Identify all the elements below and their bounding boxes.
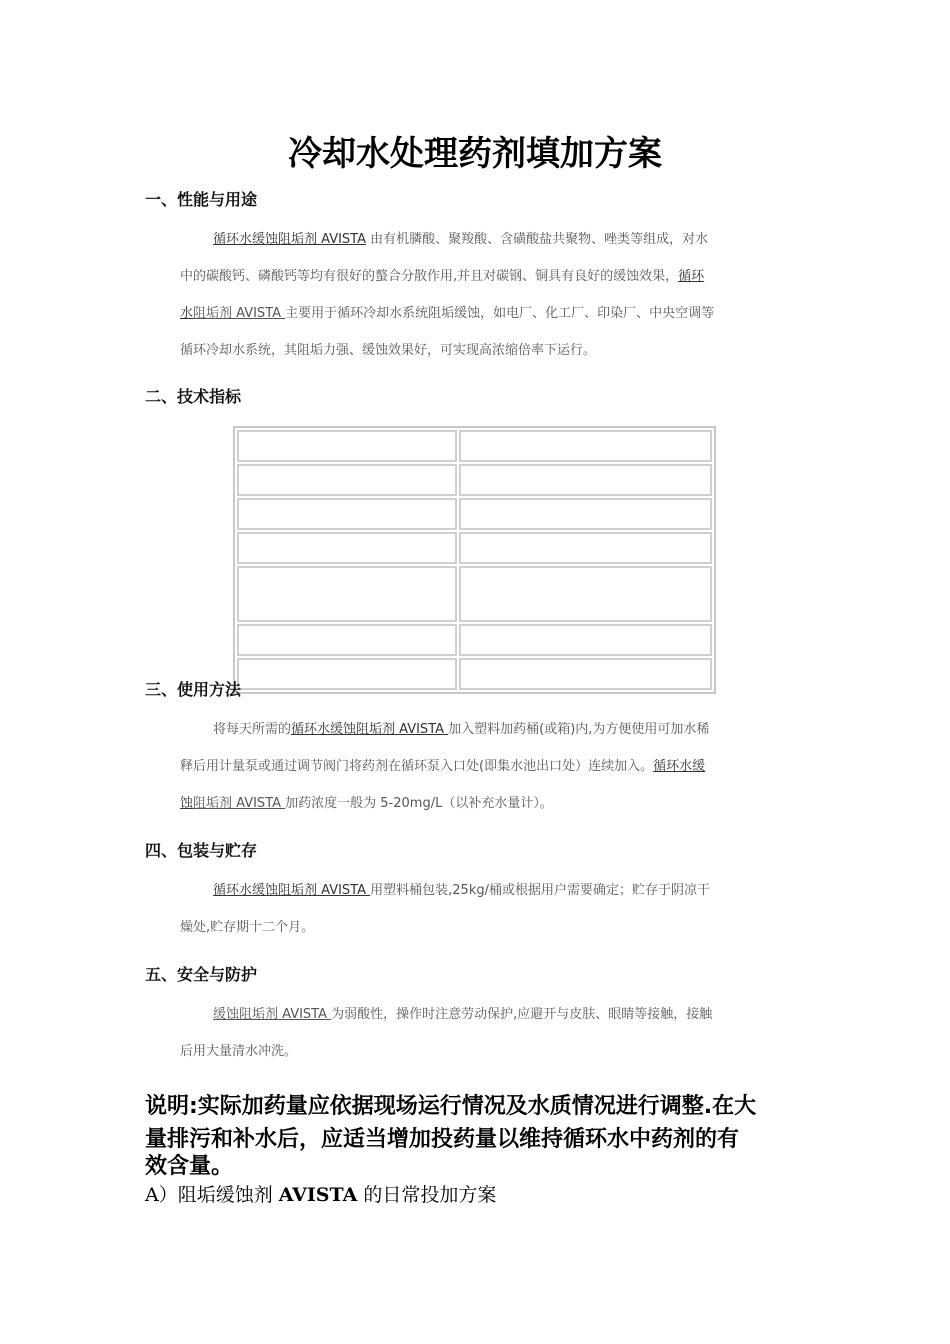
- product-link[interactable]: 水: [180, 306, 194, 321]
- section-heading-storage: 四、包装与贮存: [145, 841, 258, 860]
- table-cell: [459, 464, 712, 496]
- section-heading-usage: 一、性能与用途: [145, 190, 258, 209]
- paragraph-text: 加入塑料加药桶(或箱)内,为方便使用可加水稀: [448, 722, 710, 737]
- paragraph-text: 加药浓度一般为 5-20mg/L（以补充水量计）。: [285, 796, 553, 811]
- paragraph-text: 将每天所需的: [213, 722, 292, 737]
- table-cell: [237, 498, 457, 530]
- table-header-row: [237, 430, 712, 462]
- table-row: [237, 658, 712, 690]
- product-link[interactable]: 蚀: [180, 796, 194, 811]
- table-header-cell: [459, 430, 712, 462]
- subheading-product: AVISTA: [278, 1184, 358, 1206]
- section-usage-paragraph: [180, 221, 770, 369]
- table-cell: [237, 624, 457, 656]
- note-line: 效含量。: [145, 1154, 234, 1179]
- note-line: 量排污和补水后，应适当增加投药量以维持循环水中药剂的有: [145, 1127, 740, 1152]
- paragraph-text: 后用大量清水冲洗。: [180, 1044, 298, 1059]
- dosing-note: [145, 1090, 815, 1183]
- product-link[interactable]: 循环: [678, 269, 705, 284]
- subheading-text: A）阻垢缓蚀剂: [145, 1184, 279, 1206]
- product-link[interactable]: 阻垢剂 AVISTA: [193, 306, 286, 321]
- page-title: 冷却水处理药剂填加方案: [288, 134, 662, 174]
- product-link[interactable]: 阻垢剂 AVISTA: [193, 796, 286, 811]
- section-heading-method: 三、使用方法: [145, 680, 242, 699]
- section-safety-paragraph: [180, 996, 770, 1070]
- table-cell: [459, 532, 712, 564]
- table-cell: [459, 624, 712, 656]
- table-row: [237, 624, 712, 656]
- table-cell: [237, 566, 457, 622]
- section-heading-specs: 二、技术指标: [145, 387, 242, 406]
- paragraph-text: 由有机膦酸、聚羧酸、含磺酸盐共聚物、唑类等组成，对水: [366, 232, 709, 247]
- table-row: [237, 498, 712, 530]
- section-storage-paragraph: [180, 872, 770, 946]
- subheading-text: 的日常投加方案: [357, 1184, 497, 1206]
- paragraph-text: 中的碳酸钙、磷酸钙等均有很好的螯合分散作用,并且对碳钢、铜具有良好的缓蚀效果，: [180, 269, 679, 284]
- table-cell: [237, 532, 457, 564]
- paragraph-text: 释后用计量泵或通过调节阀门将药剂在循环泵入口处(即集水池出口处）连续加入。: [180, 759, 654, 774]
- table-header-cell: [237, 430, 457, 462]
- product-link[interactable]: 循环水缓蚀阻垢剂 AVISTA: [291, 722, 449, 737]
- product-link[interactable]: 循环水缓蚀阻垢剂 AVISTA: [213, 232, 366, 247]
- table-cell: [459, 498, 712, 530]
- table-cell: [237, 658, 457, 690]
- table-cell: [459, 566, 712, 622]
- daily-dosing-subheading: [145, 1180, 496, 1207]
- table-row: [237, 532, 712, 564]
- table-cell: [237, 464, 457, 496]
- product-link[interactable]: 循环水缓: [653, 759, 706, 774]
- table-row: [237, 566, 712, 622]
- section-heading-safety: 五、安全与防护: [145, 965, 258, 984]
- note-line: 说明:实际加药量应依据现场运行情况及水质情况进行调整.在大: [145, 1094, 757, 1119]
- paragraph-text: 循环冷却水系统，其阻垢力强、缓蚀效果好，可实现高浓缩倍率下运行。: [180, 343, 597, 358]
- table-cell: [459, 658, 712, 690]
- paragraph-text: 为弱酸性，操作时注意劳动保护,应避开与皮肤、眼睛等接触，接触: [331, 1007, 713, 1022]
- paragraph-text: 用塑料桶包装,25kg/桶或根据用户需要确定；贮存于阴凉干: [370, 883, 710, 898]
- table-row: [237, 464, 712, 496]
- paragraph-text: 主要用于循环冷却水系统阻垢缓蚀，如电厂、化工厂、印染厂、中央空调等: [285, 306, 715, 321]
- product-link[interactable]: 循环水缓蚀阻垢剂 AVISTA: [213, 883, 371, 898]
- product-link[interactable]: 缓蚀阻垢剂 AVISTA: [213, 1007, 332, 1022]
- section-method-paragraph: [180, 711, 770, 822]
- paragraph-text: 燥处,贮存期十二个月。: [180, 920, 315, 935]
- spec-table: [233, 426, 716, 694]
